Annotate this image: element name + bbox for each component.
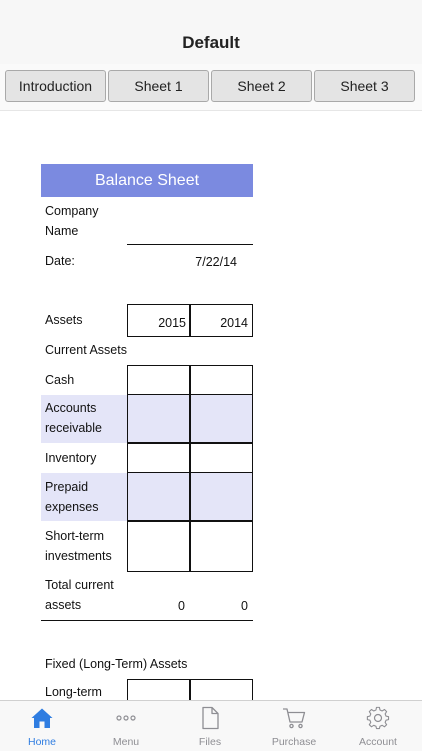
tab-sheet-3[interactable]: Sheet 3 [314,70,415,102]
more-icon [114,706,138,730]
total-value-2014: 0 [241,599,248,613]
cash-2014-cell[interactable] [189,365,253,396]
short-term-investments-2014-cell[interactable] [189,520,253,572]
row-label-expenses: expenses [45,500,99,514]
tab-introduction[interactable]: Introduction [5,70,106,102]
navigation-bar [0,0,422,65]
tab-home-label: Home [27,736,56,748]
inventory-2014-cell[interactable] [189,442,253,474]
short-term-investments-2015-cell[interactable] [127,520,191,572]
row-label-short-term: Short-term [45,529,105,543]
tab-account-label: Account [359,736,397,748]
total-underline [41,620,253,621]
row-label-long-term: Long-term [45,685,102,699]
prepaid-expenses-2014-cell[interactable] [189,472,253,522]
current-assets-label: Current Assets [45,343,127,357]
sheet-header: Balance Sheet [41,164,253,197]
gear-icon [366,706,390,730]
prepaid-expenses-2015-cell[interactable] [127,472,191,522]
row-label-cash: Cash [45,373,75,387]
year-2015: 2015 [158,316,186,330]
cart-icon [282,706,306,730]
year-2014: 2014 [220,316,248,330]
tab-purchase[interactable] [252,701,336,751]
tab-menu[interactable] [84,701,168,751]
assets-label: Assets [45,313,83,327]
file-icon [198,706,222,730]
row-label-receivable: receivable [45,421,102,435]
tab-account[interactable] [336,701,420,751]
spreadsheet-area[interactable] [0,111,422,700]
row-label-accounts: Accounts [45,401,97,415]
fixed-assets-label: Fixed (Long-Term) Assets [45,657,188,671]
company-name-input[interactable] [127,201,253,245]
tab-home[interactable] [0,701,84,751]
accounts-receivable-2015-cell[interactable] [127,394,191,444]
tab-files-label: Files [198,736,222,748]
sheet-tabs [0,64,422,111]
page-title: Default [182,33,240,52]
total-label-line2: assets [45,598,82,612]
date-label: Date: [45,254,75,268]
cash-2015-cell[interactable] [127,365,191,396]
tab-menu-label: Menu [112,736,140,748]
inventory-2015-cell[interactable] [127,442,191,474]
company-label-line1: Company [45,204,99,218]
row-label-inventory: Inventory [45,451,97,465]
bottom-tab-bar [0,700,422,751]
total-label-line1: Total current [45,578,114,592]
year-2015-cell[interactable] [127,304,191,337]
company-label-line2: Name [45,224,79,238]
tab-sheet-2[interactable]: Sheet 2 [211,70,312,102]
company-name-underline [127,244,253,245]
total-value-2015: 0 [178,599,185,613]
accounts-receivable-2014-cell[interactable] [189,394,253,444]
tab-purchase-label: Purchase [271,736,317,748]
tab-sheet-1[interactable]: Sheet 1 [108,70,209,102]
row-label-prepaid: Prepaid [45,480,89,494]
year-2014-cell[interactable] [189,304,253,337]
date-value[interactable]: 7/22/14 [195,255,237,269]
row-label-investments: investments [45,549,112,563]
tab-files[interactable] [168,701,252,751]
home-icon [30,706,54,730]
